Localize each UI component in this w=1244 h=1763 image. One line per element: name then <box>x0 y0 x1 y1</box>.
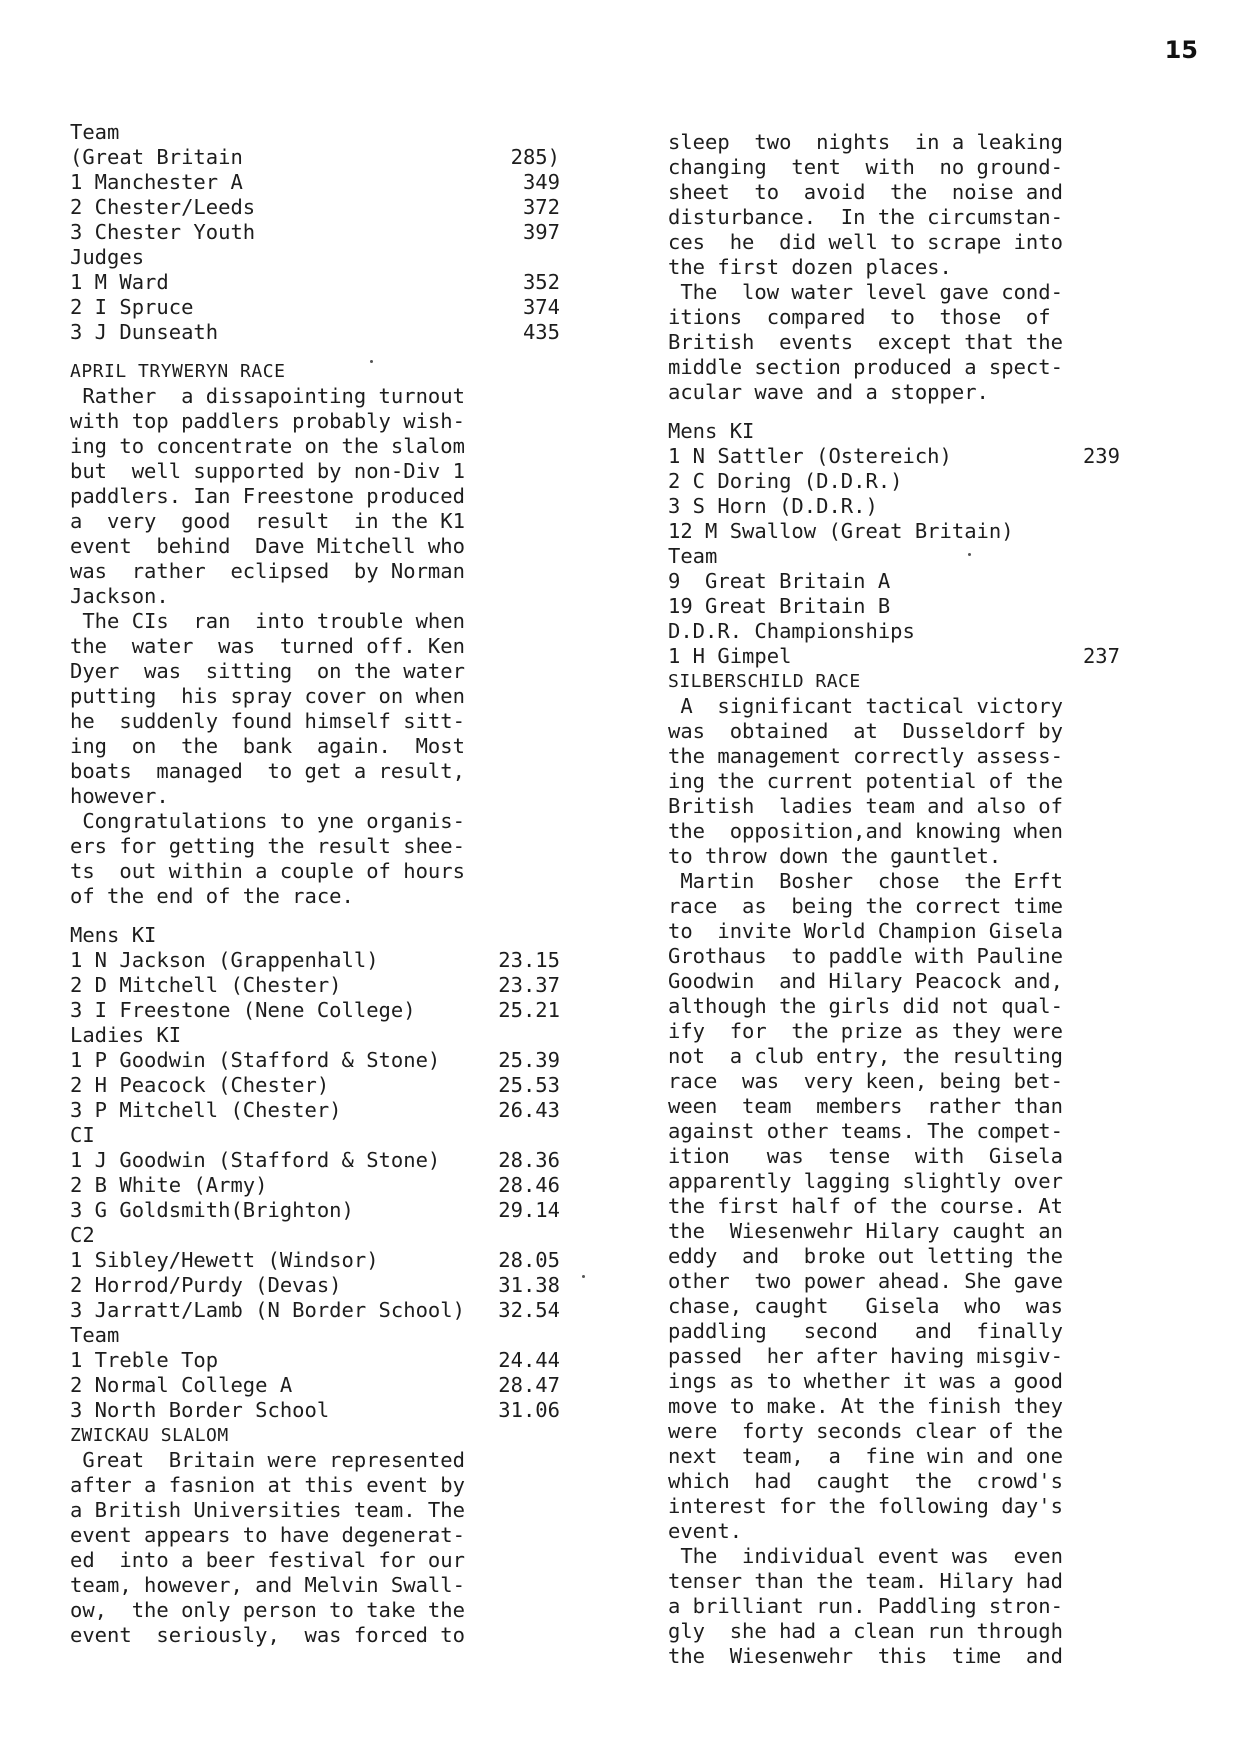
result-row <box>70 1373 560 1398</box>
text-line: The CIs ran into trouble when <box>70 609 465 633</box>
result-row <box>70 1198 560 1223</box>
text-line: with top paddlers probably wish- <box>70 409 465 433</box>
text-line: the first dozen places. <box>668 255 952 279</box>
text-line: against other teams. The compet- <box>668 1119 1063 1143</box>
result-name: 1 M Ward <box>70 270 169 294</box>
text-line: paddling second and finally <box>668 1319 1063 1343</box>
text-line: however. <box>70 784 169 808</box>
page-number: 15 <box>1164 36 1198 64</box>
result-name: 1 Treble Top <box>70 1348 219 1372</box>
result-name: 2 Horrod/Purdy (Devas) <box>70 1273 342 1297</box>
text-line: itions compared to those of <box>668 305 1051 329</box>
result-value: 31.38 <box>498 1273 560 1297</box>
result-value: 23.37 <box>498 973 560 997</box>
result-row <box>70 1073 560 1098</box>
text-line: were forty seconds clear of the <box>668 1419 1063 1443</box>
text-line: The individual event was even <box>668 1544 1063 1568</box>
spacer <box>668 405 1120 419</box>
result-value: 372 <box>522 195 560 219</box>
text-line: paddlers. Ian Freestone produced <box>70 484 465 508</box>
result-name: 1 Manchester A <box>70 170 243 194</box>
text-line: the first half of the course. At <box>668 1194 1063 1218</box>
text-line: race was very keen, being bet- <box>668 1069 1063 1093</box>
text-line: 9 Great Britain A <box>668 569 891 593</box>
result-name: 1 N Sattler (Ostereich) <box>668 444 952 468</box>
text-line: British ladies team and also of <box>668 794 1063 818</box>
text-line: not a club entry, the resulting <box>668 1044 1063 1068</box>
result-row <box>70 1048 560 1073</box>
text-line: next team, a fine win and one <box>668 1444 1063 1468</box>
result-value: 239 <box>1082 444 1120 468</box>
result-value: 349 <box>522 170 560 194</box>
result-name: 1 P Goodwin (Stafford & Stone) <box>70 1048 441 1072</box>
text-line: event behind Dave Mitchell who <box>70 534 465 558</box>
stray-mark <box>968 553 971 556</box>
text-line: Judges <box>70 245 145 269</box>
text-line: ts out within a couple of hours <box>70 859 465 883</box>
result-row <box>70 948 560 973</box>
result-value: 435 <box>522 320 560 344</box>
text-line: Dyer was sitting on the water <box>70 659 465 683</box>
result-name: 2 I Spruce <box>70 295 194 319</box>
text-line: race as being the correct time <box>668 894 1063 918</box>
text-line: 3 S Horn (D.D.R.) <box>668 494 878 518</box>
text-line: Team <box>668 544 718 568</box>
result-row <box>70 145 560 170</box>
left-column <box>70 120 560 1648</box>
text-line: move to make. At the finish they <box>668 1394 1063 1418</box>
result-row <box>668 644 1120 669</box>
result-value: 31.06 <box>498 1398 560 1422</box>
text-line: ers for getting the result shee- <box>70 834 465 858</box>
text-line: 12 M Swallow (Great Britain) <box>668 519 1014 543</box>
result-value: 26.43 <box>498 1098 560 1122</box>
result-row <box>70 1398 560 1423</box>
text-line: ings as to whether it was a good <box>668 1369 1063 1393</box>
text-line: sleep two nights in a leaking <box>668 130 1063 154</box>
result-value: 285) <box>510 145 560 169</box>
text-line: acular wave and a stopper. <box>668 380 989 404</box>
text-line: ow, the only person to take the <box>70 1598 465 1622</box>
result-row <box>70 1248 560 1273</box>
text-line: after a fasnion at this event by <box>70 1473 465 1497</box>
text-line: disturbance. In the circumstan- <box>668 205 1063 229</box>
text-line: CI <box>70 1123 95 1147</box>
result-name: 2 Normal College A <box>70 1373 293 1397</box>
result-value: 352 <box>522 270 560 294</box>
text-line: gly she had a clean run through <box>668 1619 1063 1643</box>
result-row <box>70 320 560 345</box>
result-value: 25.39 <box>498 1048 560 1072</box>
result-row <box>70 270 560 295</box>
right-column <box>668 130 1120 1669</box>
text-line: middle section produced a spect- <box>668 355 1063 379</box>
text-line: boats managed to get a result, <box>70 759 465 783</box>
result-name: 3 P Mitchell (Chester) <box>70 1098 342 1122</box>
text-line: Goodwin and Hilary Peacock and, <box>668 969 1063 993</box>
result-row <box>70 973 560 998</box>
result-row <box>70 998 560 1023</box>
text-line: event appears to have degenerat- <box>70 1523 465 1547</box>
text-line: which had caught the crowd's <box>668 1469 1063 1493</box>
text-line: D.D.R. Championships <box>668 619 915 643</box>
result-name: 1 N Jackson (Grappenhall) <box>70 948 379 972</box>
text-line: sheet to avoid the noise and <box>668 180 1063 204</box>
text-line: the Wiesenwehr Hilary caught an <box>668 1219 1063 1243</box>
text-line: British events except that the <box>668 330 1063 354</box>
result-name: 2 H Peacock (Chester) <box>70 1073 330 1097</box>
result-value: 28.36 <box>498 1148 560 1172</box>
text-line: Ladies KI <box>70 1023 182 1047</box>
text-line: eddy and broke out letting the <box>668 1244 1063 1268</box>
result-value: 374 <box>522 295 560 319</box>
result-value: 237 <box>1082 644 1120 668</box>
text-line: team, however, and Melvin Swall- <box>70 1573 465 1597</box>
result-name: 3 North Border School <box>70 1398 330 1422</box>
result-value: 397 <box>522 220 560 244</box>
text-line: tenser than the team. Hilary had <box>668 1569 1063 1593</box>
text-line: a very good result in the K1 <box>70 509 465 533</box>
result-name: 2 B White (Army) <box>70 1173 268 1197</box>
text-line: C2 <box>70 1223 95 1247</box>
text-line: Martin Bosher chose the Erft <box>668 869 1063 893</box>
result-name: (Great Britain <box>70 145 243 169</box>
result-row <box>70 1173 560 1198</box>
result-value: 28.47 <box>498 1373 560 1397</box>
text-line: Jackson. <box>70 584 169 608</box>
text-line: chase, caught Gisela who was <box>668 1294 1063 1318</box>
section-heading: ZWICKAU SLALOM <box>70 1425 229 1446</box>
result-name: 3 Jarratt/Lamb (N Border School) <box>70 1298 465 1322</box>
text-line: The low water level gave cond- <box>668 280 1063 304</box>
text-line: Team <box>70 1323 120 1347</box>
text-line: event. <box>668 1519 743 1543</box>
text-line: the Wiesenwehr this time and <box>668 1644 1063 1668</box>
result-row <box>70 1098 560 1123</box>
text-line: apparently lagging slightly over <box>668 1169 1063 1193</box>
text-line: 19 Great Britain B <box>668 594 891 618</box>
text-line: 2 C Doring (D.D.R.) <box>668 469 903 493</box>
stray-mark <box>582 1275 585 1278</box>
spacer <box>70 909 560 923</box>
result-value: 32.54 <box>498 1298 560 1322</box>
text-line: the water was turned off. Ken <box>70 634 465 658</box>
text-line: ed into a beer festival for our <box>70 1548 465 1572</box>
result-name: 2 Chester/Leeds <box>70 195 256 219</box>
text-line: he suddenly found himself sitt- <box>70 709 465 733</box>
text-line: A significant tactical victory <box>668 694 1063 718</box>
text-line: event seriously, was forced to <box>70 1623 465 1647</box>
result-value: 24.44 <box>498 1348 560 1372</box>
result-name: 3 I Freestone (Nene College) <box>70 998 416 1022</box>
text-line: changing tent with no ground- <box>668 155 1063 179</box>
text-line: was obtained at Dusseldorf by <box>668 719 1063 743</box>
text-line: interest for the following day's <box>668 1494 1063 1518</box>
text-line: other two power ahead. She gave <box>668 1269 1063 1293</box>
text-line: Mens KI <box>668 419 755 443</box>
text-line: although the girls did not qual- <box>668 994 1063 1018</box>
text-line: Grothaus to paddle with Pauline <box>668 944 1063 968</box>
text-line: ing the current potential of the <box>668 769 1063 793</box>
text-line: ing on the bank again. Most <box>70 734 465 758</box>
text-line: Congratulations to yne organis- <box>70 809 465 833</box>
text-line: Mens KI <box>70 923 157 947</box>
result-row <box>70 1148 560 1173</box>
text-line: ition was tense with Gisela <box>668 1144 1063 1168</box>
text-line: but well supported by non-Div 1 <box>70 459 465 483</box>
result-name: 3 G Goldsmith(Brighton) <box>70 1198 354 1222</box>
result-name: 3 J Dunseath <box>70 320 219 344</box>
section-heading: SILBERSCHILD RACE <box>668 671 861 692</box>
result-value: 28.05 <box>498 1248 560 1272</box>
text-line: Rather a dissapointing turnout <box>70 384 465 408</box>
result-row <box>668 444 1120 469</box>
text-line: to throw down the gauntlet. <box>668 844 1002 868</box>
text-line: ces he did well to scrape into <box>668 230 1063 254</box>
text-line: a British Universities team. The <box>70 1498 465 1522</box>
text-line: ing to concentrate on the slalom <box>70 434 465 458</box>
result-row <box>70 295 560 320</box>
result-value: 29.14 <box>498 1198 560 1222</box>
result-row <box>70 1348 560 1373</box>
text-line: putting his spray cover on when <box>70 684 465 708</box>
result-row <box>70 1273 560 1298</box>
text-line: the opposition,and knowing when <box>668 819 1063 843</box>
result-row <box>70 170 560 195</box>
text-line: Team <box>70 120 120 144</box>
section-heading: APRIL TRYWERYN RACE <box>70 361 286 382</box>
result-value: 25.21 <box>498 998 560 1022</box>
stray-mark <box>370 360 373 363</box>
text-line: ween team members rather than <box>668 1094 1063 1118</box>
text-line: a brilliant run. Paddling stron- <box>668 1594 1063 1618</box>
result-name: 1 Sibley/Hewett (Windsor) <box>70 1248 379 1272</box>
result-value: 23.15 <box>498 948 560 972</box>
result-name: 3 Chester Youth <box>70 220 256 244</box>
result-name: 2 D Mitchell (Chester) <box>70 973 342 997</box>
result-name: 1 J Goodwin (Stafford & Stone) <box>70 1148 441 1172</box>
spacer <box>70 345 560 359</box>
result-row <box>70 195 560 220</box>
text-line: ify for the prize as they were <box>668 1019 1063 1043</box>
text-line: Great Britain were represented <box>70 1448 465 1472</box>
text-line: was rather eclipsed by Norman <box>70 559 465 583</box>
result-row <box>70 1298 560 1323</box>
result-name: 1 H Gimpel <box>668 644 792 668</box>
text-line: to invite World Champion Gisela <box>668 919 1063 943</box>
result-value: 25.53 <box>498 1073 560 1097</box>
result-value: 28.46 <box>498 1173 560 1197</box>
text-line: passed her after having misgiv- <box>668 1344 1063 1368</box>
text-line: the management correctly assess- <box>668 744 1063 768</box>
result-row <box>70 220 560 245</box>
text-line: of the end of the race. <box>70 884 354 908</box>
